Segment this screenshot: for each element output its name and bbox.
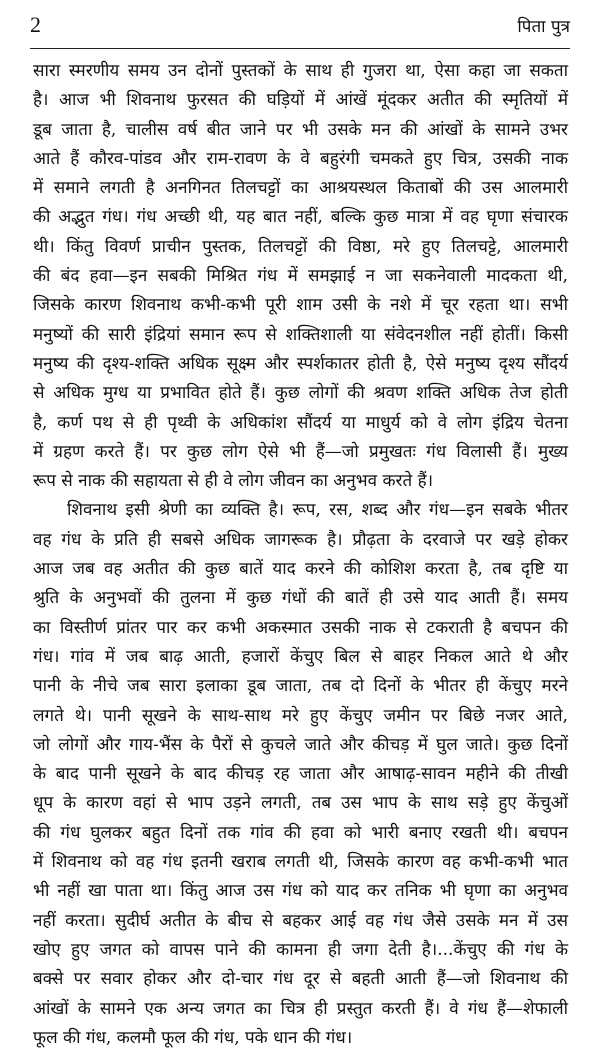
text-line: की बंद हवा—इन सबकी मिश्रित गंध में समझाई न जा सकनेवाली मादकता थी,: [33, 266, 568, 287]
text-line: की अद्भुत गंध। गंध अच्छी थी, यह बात नहीं, बल्कि कुछ मात्रा में वह घृणा संचारक: [33, 207, 568, 228]
text-line: जिसके कारण शिवनाथ कभी-कभी पूरी शाम उसी के नशे में चूर रहता था। सभी: [33, 295, 568, 316]
text-line: आज जब वह अतीत की कुछ बातें याद करने की कोशिश करता है, तब दृष्टि या: [33, 559, 568, 580]
text-line: फूल की गंध, कलमौ फूल की गंध, पके धान की गंध।: [33, 1027, 353, 1048]
text-line: लगते थे। पानी सूखने के साथ-साथ मरे हुए केंचुए जमीन पर बिछे नजर आते,: [33, 705, 568, 726]
paragraph-1: [33, 57, 568, 496]
text-line: भी नहीं खा पाता था। किंतु आज उस गंध को याद कर तनिक भी घृणा का अनुभव: [33, 881, 568, 902]
page-number: 2: [30, 12, 41, 37]
text-line: पानी के नीचे जब सारा इलाका डूब जाता, तब दो दिनों के भीतर ही केंचुए मरने: [33, 676, 568, 697]
text-line: शिवनाथ इसी श्रेणी का व्यक्ति है। रूप, रस, शब्द और गंध—इन सबके भीतर: [67, 500, 568, 521]
page-header: [30, 12, 570, 46]
text-line: नहीं करता। सुदीर्घ अतीत के बीच से बहकर आई वह गंध जैसे उसके मन में उस: [33, 910, 568, 931]
text-line: आंखों के सामने एक अन्य जगत का चित्र ही प्रस्तुत करती हैं। वे गंध हैं—शेफाली: [33, 998, 568, 1019]
text-line: है, कर्ण पथ से ही पृथ्वी के अधिकांश सौंदर्य या माधुर्य को वे लोग इंद्रिय चेतना: [33, 412, 568, 433]
text-line: से अधिक मुग्ध या प्रभावित होते हैं। कुछ लोगों की श्रवण शक्ति अधिक तेज होती: [33, 383, 568, 404]
running-title: पिता पुत्र: [517, 17, 570, 37]
text-line: की गंध घुलकर बहुत दिनों तक गांव की हवा को भारी बनाए रखती थी। बचपन: [33, 822, 568, 843]
text-line: थी। किंतु विवर्ण प्राचीन पुस्तक, तिलचट्टों की विष्ठा, मरे हुए तिलचट्टे, आलमारी: [33, 236, 568, 257]
text-line: बक्से पर सवार होकर और दो-चार गंध दूर से बहती आती हैं—जो शिवनाथ की: [33, 969, 568, 990]
text-line: डूब जाता है, चालीस वर्ष बीत जाने पर भी उसके मन की आंखों के सामने उभर: [33, 119, 568, 140]
text-line: गंध। गांव में जब बाढ़ आती, हजारों केंचुए बिल से बाहर निकल आते थे और: [33, 646, 568, 667]
text-line: में ग्रहण करते हैं। पर कुछ लोग ऐसे भी हैं—जो प्रमुखतः गंध विलासी हैं। मुख्य: [33, 441, 568, 462]
text-line: के बाद पानी सूखने के बाद कीचड़ रह जाता और आषाढ़-सावन महीने की तीखी: [33, 764, 568, 785]
text-line: जो लोगों और गाय-भैंस के पैरों से कुचले जाते और कीचड़ में घुल जाते। कुछ दिनों: [33, 734, 568, 755]
text-line: है। आज भी शिवनाथ फुरसत की घड़ियों में आंखें मूंदकर अतीत की स्मृतियों में: [33, 90, 568, 111]
body-text: [33, 57, 568, 1053]
text-line: में शिवनाथ को वह गंध इतनी खराब लगती थी, जिसके कारण वह कभी-कभी भात: [33, 852, 568, 873]
text-line: वह गंध के प्रति ही सबसे अधिक जागरूक है। प्रौढ़ता के दरवाजे पर खड़े होकर: [33, 529, 568, 550]
text-line: खोए हुए जगत को वापस पाने की कामना ही जगा देती है।...केंचुए की गंध के: [33, 939, 568, 960]
text-line: का विस्तीर्ण प्रांतर पार कर कभी अकस्मात उसकी नाक से टकराती है बचपन की: [33, 617, 568, 638]
text-line: श्रुति के अनुभवों की तुलना में कुछ गंधों की बातें ही उसे याद आती हैं। समय: [33, 588, 568, 609]
paragraph-2: [33, 496, 568, 1053]
text-line: मनुष्यों की सारी इंद्रियां समान रूप से शक्तिशाली या संवेदनशील नहीं होतीं। किसी: [33, 324, 568, 345]
text-line: धूप के कारण वहां से भाप उड़ने लगती, तब उस भाप के साथ सड़े हुए केंचुओं: [33, 793, 568, 814]
text-line: में समाने लगती है अनगिनत तिलचट्टों का आश्रयस्थल किताबों की उस आलमारी: [33, 178, 568, 199]
text-line: मनुष्य की दृश्य-शक्ति अधिक सूक्ष्म और स्पर्शकातर होती है, ऐसे मनुष्य दृश्य सौंदर्य: [33, 353, 568, 374]
header-divider: [30, 48, 570, 49]
text-line: सारा स्मरणीय समय उन दोनों पुस्तकों के साथ ही गुजरा था, ऐसा कहा जा सकता: [33, 61, 568, 81]
text-line: रूप से नाक की सहायता से ही वे लोग जीवन का अनुभव करते हैं।: [33, 471, 434, 492]
text-line: आते हैं कौरव-पांडव और राम-रावण के वे बहुरंगी चमकते हुए चित्र, उसकी नाक: [33, 148, 568, 169]
